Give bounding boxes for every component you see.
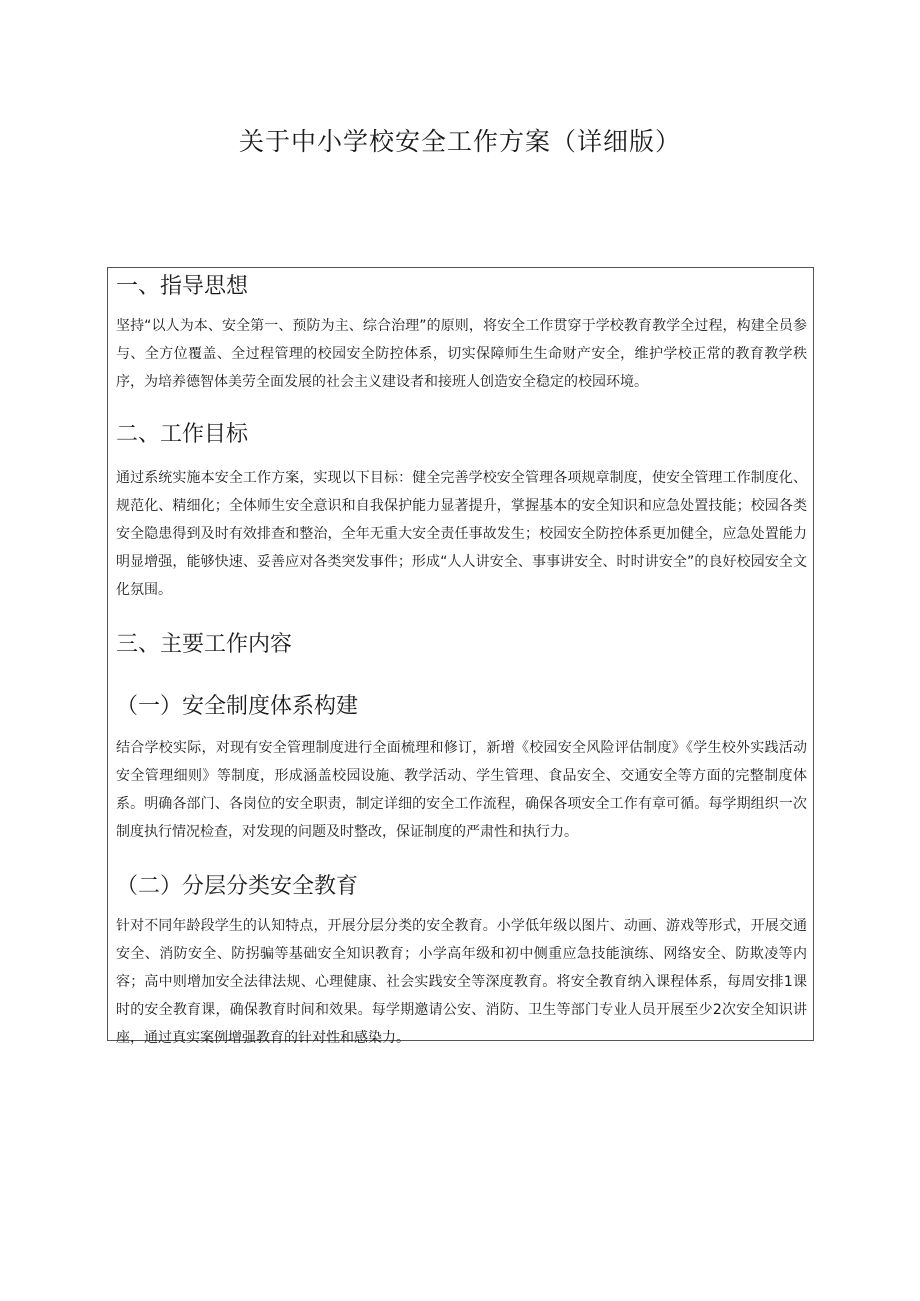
section-heading-goals: 二、工作目标 xyxy=(116,422,249,447)
subsection-body-safety-system: 结合学校实际，对现有安全管理制度进行全面梳理和修订，新增《校园安全风险评估制度》《学生校外实践活动安全管理细则》等制度，形成涵盖校园设施、教学活动、学生管理、食品安全、交通安全等方面的完整制度体系。明确各部门、各岗位的安全职责，制定详细的安全工作流程，确保各项安全工作有章可循。每学期组织一次制度执行情况检查，对发现的问题及时整改，保证制度的严肃性和执行力。 xyxy=(116,740,807,840)
subsection-heading-safety-system: （一）安全制度体系构建 xyxy=(116,694,359,719)
document-title: 关于中小学校安全工作方案（详细版） xyxy=(238,127,681,156)
section-body-guiding: 坚持“以人为本、安全第一、预防为主、综合治理”的原则，将安全工作贯穿于学校教育教学全过程，构建全员参与、全方位覆盖、全过程管理的校园安全防控体系，切实保障师生生命财产安全，维护学校正常的教育教学秩序，为培养德智体美劳全面发展的社会主义建设者和接班人创造安全稳定的校园环境。 xyxy=(116,318,807,390)
section-heading-main-work: 三、主要工作内容 xyxy=(116,632,293,657)
section-heading-guiding: 一、指导思想 xyxy=(116,274,249,299)
section-body-goals: 通过系统实施本安全工作方案，实现以下目标：健全完善学校安全管理各项规章制度，使安全管理工作制度化、规范化、精细化；全体师生安全意识和自我保护能力显著提升，掌握基本的安全知识和应急处置技能；校园各类安全隐患得到及时有效排查和整治，全年无重大安全责任事故发生；校园安全防控体系更加健全，应急处置能力明显增强，能够快速、妥善应对各类突发事件；形成“人人讲安全、事事讲安全、时时讲安全”的良好校园安全文化氛围。 xyxy=(116,470,807,598)
content-frame xyxy=(107,267,814,1046)
subsection-body-safety-education: 针对不同年龄段学生的认知特点，开展分层分类的安全教育。小学低年级以图片、动画、游戏等形式，开展交通安全、消防安全、防拐骗等基础安全知识教育；小学高年级和初中侧重应急技能演练、网络安全、防欺凌等内容；高中则增加安全法律法规、心理健康、社会实践安全等深度教育。将安全教育纳入课程体系，每周安排1课时的安全教育课，确保教育时间和效果。每学期邀请公安、消防、卫生等部门专业人员开展至少2次安全知识讲座，通过真实案例增强教育的针对性和感染力。 xyxy=(116,918,807,1046)
subsection-heading-safety-education: （二）分层分类安全教育 xyxy=(116,874,359,899)
